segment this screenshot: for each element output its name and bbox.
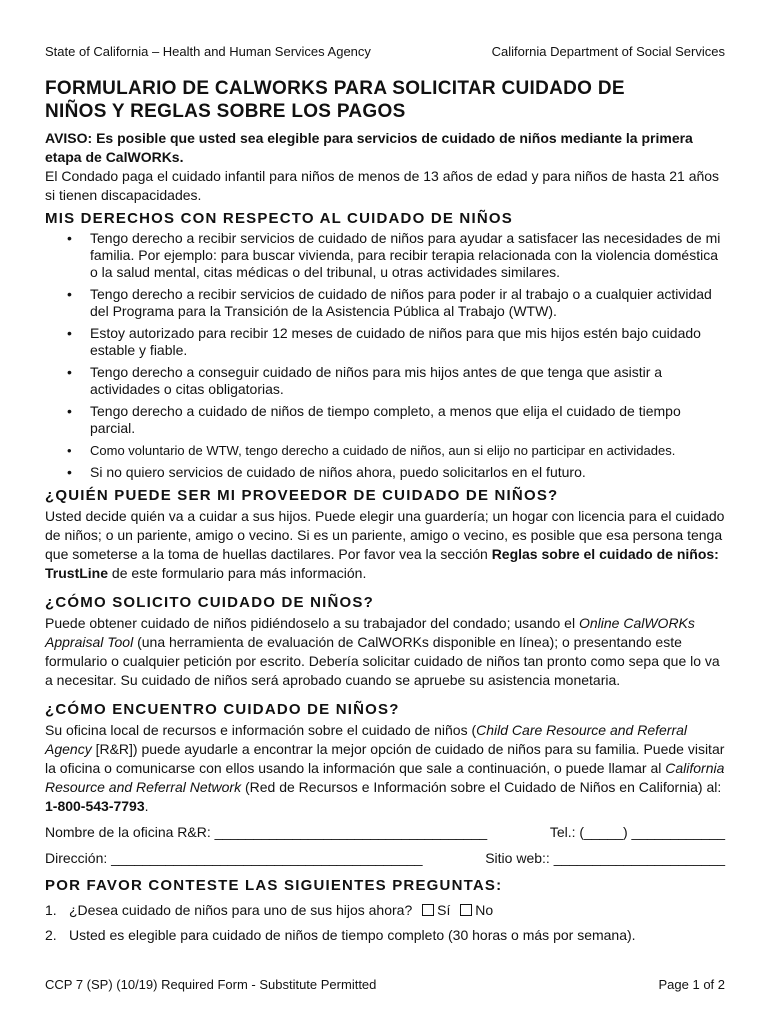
rr-agency-name: Child Care Resource and Referral Agency	[45, 722, 688, 757]
provider-text-part: Usted decide quién va a cuidar a sus hijos. Puede elegir una guardería; un hogar con licencia para el cuidado de niños; o un pariente, amigo o vecino. Si es un pariente, amigo o vecino, es posible que esa persona tenga que someterse a la toma de huellas dactilares. Por favor vea la sección	[45, 508, 725, 562]
find-text	[45, 721, 725, 816]
rr-phone-field[interactable]: Tel.: (_____) ____________	[549, 824, 725, 840]
rights-item: • Estoy autorizado para recibir 12 meses de cuidado de niños para que mis hijos estén bajo cuidado estable y fiable.	[45, 325, 725, 359]
apply-text-part: Puede obtener cuidado de niños pidiéndoselo a su trabajador del condado; usando el	[45, 615, 579, 631]
question-2-text: Usted es elegible para cuidado de niños de tiempo completo (30 horas o más por semana).	[69, 927, 636, 943]
provider-text	[45, 507, 725, 583]
page-number: Page 1 of 2	[658, 977, 725, 992]
yes-checkbox[interactable]	[422, 904, 434, 916]
question-1	[45, 900, 725, 920]
rights-list	[45, 230, 725, 481]
rr-phone-number: 1-800-543-7793	[45, 798, 145, 814]
rr-network-name: California Resource and Referral Network	[45, 760, 725, 795]
find-text-end: .	[144, 798, 149, 814]
provider-text-end: de este formulario para más información.	[108, 565, 367, 581]
no-checkbox[interactable]	[460, 904, 472, 916]
notice-text: El Condado paga el cuidado infantil para niños de menos de 13 años de edad y para niños de hasta 21 años si tienen discapacidades.	[45, 168, 720, 203]
provider-heading: ¿QUIÉN PUEDE SER MI PROVEEDOR DE CUIDADO DE NIÑOS?	[45, 487, 559, 504]
office-field-row	[45, 822, 725, 842]
rights-item: • Tengo derecho a recibir servicios de cuidado de niños para poder ir al trabajo o a cualquier actividad del Programa para la Transición de la Asistencia Pública al Trabajo (WTW).	[45, 286, 725, 320]
apply-heading: ¿CÓMO SOLICITO CUIDADO DE NIÑOS?	[45, 594, 374, 611]
question-2	[45, 925, 725, 945]
rights-item: • Como voluntario de WTW, tengo derecho a cuidado de niños, aun si elijo no participar en actividades.	[45, 442, 725, 459]
find-heading: ¿CÓMO ENCUENTRO CUIDADO DE NIÑOS?	[45, 701, 400, 718]
find-text-part: [R&R]) puede ayudarle a encontrar la mejor opción de cuidado de niños para su familia. Puede visitar la oficina o comunicarse con ellos usando la información que sale a continuación, o puede llamar al	[45, 741, 725, 776]
find-text-part: (Red de Recursos e Información sobre el Cuidado de Niños en California) al:	[241, 779, 722, 795]
question-number: 2.	[45, 927, 57, 943]
address-field-row	[45, 848, 725, 868]
form-body	[45, 129, 725, 950]
rights-item: • Tengo derecho a conseguir cuidado de niños para mis hijos antes de que tenga que asistir a actividades o citas obligatorias.	[45, 364, 725, 398]
yes-label: Sí	[437, 902, 451, 918]
trustline-reference: Reglas sobre el cuidado de niños: TrustLine	[45, 546, 719, 581]
apply-text	[45, 614, 725, 690]
rights-item: • Tengo derecho a recibir servicios de cuidado de niños para ayudar a satisfacer las necesidades de mi familia. Por ejemplo: para buscar vivienda, para recibir terapia relacionada con la violencia doméstica o la salud mental, citas médicas o del tribunal, u otras actividades similares.	[45, 230, 725, 281]
rr-address-field[interactable]: Dirección: ________________________________________	[45, 850, 423, 866]
rights-item: • Si no quiero servicios de cuidado de niños ahora, puedo solicitarlos en el futuro.	[45, 464, 725, 481]
form-title	[45, 77, 725, 123]
rights-item: • Tengo derecho a cuidado de niños de tiempo completo, a menos que elija el cuidado de tiempo parcial.	[45, 403, 725, 437]
no-label: No	[475, 902, 494, 918]
rights-heading: MIS DERECHOS CON RESPECTO AL CUIDADO DE NIÑOS	[45, 210, 513, 227]
form-title-line-2: NIÑOS Y REGLAS SOBRE LOS PAGOS	[45, 101, 406, 122]
question-number: 1.	[45, 902, 57, 918]
form-code: CCP 7 (SP) (10/19) Required Form - Substitute Permitted	[45, 977, 377, 992]
appraisal-tool-name: Online CalWORKs Appraisal Tool	[45, 615, 695, 650]
question-1-text: ¿Desea cuidado de niños para uno de sus hijos ahora?	[69, 902, 413, 918]
department-name: California Department of Social Services	[491, 44, 725, 59]
apply-text-end: (una herramienta de evaluación de CalWORKs disponible en línea); o presentando este formulario o cualquier petición por escrito. Debería solicitar cuidado de niños tan pronto como sepa que lo va a necesitar. Su cuidado de niños será aprobado cuando se apruebe su asistencia monetaria.	[45, 634, 720, 688]
rr-website-field[interactable]: Sitio web:: ______________________	[485, 850, 725, 866]
questions-heading: POR FAVOR CONTESTE LAS SIGUIENTES PREGUNTAS:	[45, 877, 503, 894]
find-text-part: Su oficina local de recursos e información sobre el cuidado de niños (	[45, 722, 477, 738]
questions-list	[45, 900, 725, 945]
notice-bold: AVISO: Es posible que usted sea elegible para servicios de cuidado de niños mediante la primera etapa de CalWORKs.	[45, 130, 693, 165]
rr-office-name-field[interactable]: Nombre de la oficina R&R: ___________________________________	[45, 824, 488, 840]
agency-name: State of California – Health and Human Services Agency	[45, 44, 371, 59]
form-title-line-1: FORMULARIO DE CALWORKS PARA SOLICITAR CUIDADO DE	[45, 78, 625, 99]
